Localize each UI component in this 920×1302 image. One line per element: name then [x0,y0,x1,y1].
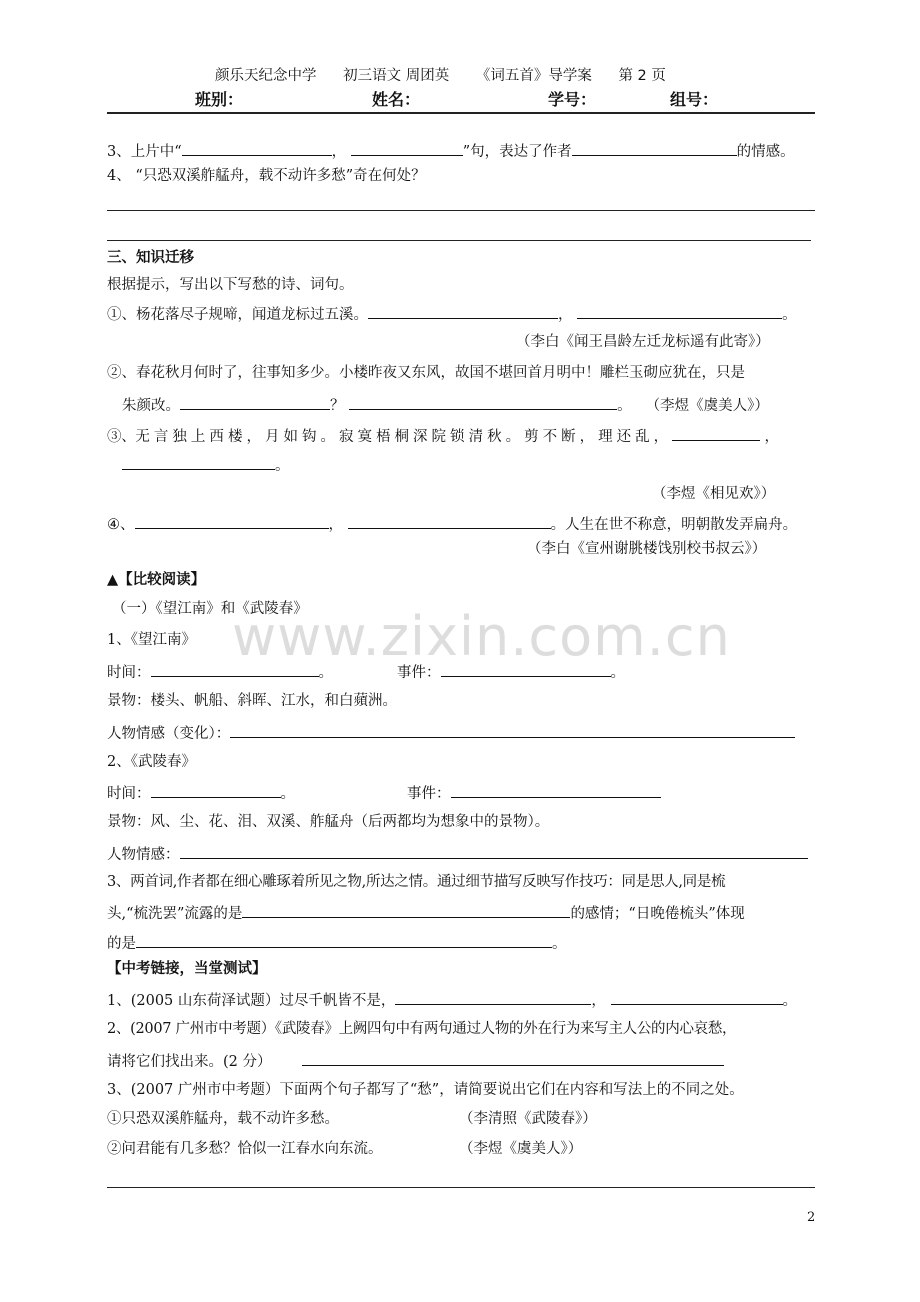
sep: ？ [330,398,345,414]
q-text: 头,“梳洗罢”流露的是 [107,906,243,922]
poem-2-time-event [107,783,451,803]
end: 。 [610,665,625,681]
answer-blank [451,783,661,798]
q3-text3: 的情感。 [736,144,795,160]
section-heading-transfer: 三、知识迁移 [107,250,194,266]
sentence-source: （李煜《虞美人》） [459,1141,583,1157]
sep: ， [764,429,779,445]
poem-2-title: 2、《武陵春》 [107,754,196,770]
time-label: 时间： [107,665,151,681]
item-text: 朱颜改。 [122,398,180,414]
page-label: 第 2 页 [618,68,666,84]
answer-blank [302,1051,724,1066]
answer-blank [672,426,760,441]
source-3: （李煜《相见欢》） [652,486,776,502]
q-text: 请将它们找出来。(2 分） [107,1054,272,1070]
compare-subheading: （一）《望江南》和《武陵春》 [112,601,308,617]
compare-question-3-line2 [107,903,745,923]
exam-sentence-2 [107,1140,583,1158]
end: 。 [318,665,333,681]
emotion-label: 人物情感： [107,847,180,863]
class-label: 班别： [195,90,244,109]
answer-blank [242,903,570,918]
end: 。 [280,786,295,802]
page-number: 2 [807,1210,816,1225]
q-text: 的是 [107,936,136,952]
end: 。 [552,936,567,952]
answer-blank [151,783,281,798]
answer-blank [611,990,783,1005]
answer-blank [395,990,591,1005]
emotion-label: 人物情感（变化）： [107,726,231,742]
section-heading-exam: 【中考链接，当堂测试】 [107,961,267,977]
number-label: 学号： [548,90,597,109]
event-label: 事件： [397,665,441,681]
q3-text: 3、上片中“ [107,144,182,160]
answer-blank [348,514,551,529]
answer-blank [368,304,558,319]
compare-question-3-line3 [107,933,567,953]
answer-blank [135,514,329,529]
q-text: 的感情；“日晚倦梳头”体现 [570,906,745,922]
section-heading-compare: ▲【比较阅读】 [107,572,206,588]
q3-comma: ， [331,144,347,160]
question-4: 4、 “只恐双溪舴艋舟，载不动许多愁”奇在何处？ [107,168,426,184]
answer-blank [182,141,332,156]
poem-2-scenery: 景物：风、尘、花、泪、双溪、舴艋舟（后两都均为想象中的景物）。 [107,814,550,830]
end: 。 [275,458,290,474]
answer-line [107,1187,815,1188]
item-text: ③、无 言 独 上 西 楼 ， 月 如 钩 。 寂 寞 梧 桐 深 院 锁 清 秋 。 剪 不 断 ， 理 还 乱 ， [107,429,668,445]
q3-text2: ”句，表达了作者 [462,144,572,160]
source-1: （李白《闻王昌龄左迁龙标遥有此寄》） [516,334,770,350]
sentence: ①只恐双溪舴艋舟，载不动许多愁。 [107,1111,339,1127]
answer-blank [180,844,808,859]
school-name: 颜乐天纪念中学 [215,68,317,84]
answer-line [107,240,811,241]
sep: ， [328,517,343,533]
end: 。 [782,307,797,323]
page-header-line [215,67,666,85]
time-label: 时间： [107,786,151,802]
item-text: 。人生在世不称意，明朝散发弄扁舟。 [550,517,798,533]
exam-question-3: 3、(2007 广州市中考题）下面两个句子都写了“愁”，请简要说出它们在内容和写法上的不同之处。 [107,1082,744,1098]
transfer-item-4 [107,514,797,534]
exam-question-2-line2 [107,1051,724,1071]
answer-blank [230,723,795,738]
sep: ， [591,993,606,1009]
sentence: ②问君能有几多愁？恰似一江春水向东流。 [107,1141,383,1157]
answer-line [107,210,815,211]
student-info-line [195,90,719,109]
sep: ， [558,307,573,323]
sentence-source: （李清照《武陵春》） [459,1111,597,1127]
transfer-item-2: ②、春花秋月何时了，往事知多少。小楼昨夜又东风，故国不堪回首月明中！雕栏玉砌应犹在，只是 [107,365,745,381]
event-label: 事件： [407,786,451,802]
compare-question-3: 3、两首词,作者都在细心雕琢着所见之物,所达之情。通过细节描写反映写作技巧：同是思人,同是梳 [107,874,726,890]
answer-blank [136,933,552,948]
transfer-item-3-cont [122,455,290,475]
exam-question-1 [107,990,797,1010]
watermark: www.zixin.com.cn [232,605,731,668]
answer-blank [122,455,275,470]
source-4: （李白《宣州谢朓楼饯别校书叔云》） [527,541,767,557]
poem-1-emotion [107,723,795,743]
name-label: 姓名： [372,90,421,109]
source-2: （李煜《虞美人》） [645,398,769,414]
q-text: 1、(2005 山东荷泽试题）过尽千帆皆不是， [107,993,396,1009]
answer-blank [577,304,782,319]
answer-blank [572,141,737,156]
transfer-item-3 [107,426,779,446]
end: 。 [782,993,798,1009]
header-rule [107,112,815,114]
item-text: ①、杨花落尽子规啼，闻道龙标过五溪。 [107,307,368,323]
transfer-item-2-cont [122,395,769,415]
answer-blank [180,395,330,410]
group-label: 组号： [670,90,719,109]
transfer-intro: 根据提示，写出以下写愁的诗、词句。 [107,277,354,293]
poem-1-title: 1、《望江南》 [107,632,196,648]
answer-blank [351,141,463,156]
question-3 [107,141,795,161]
poem-1-scenery: 景物：楼头、帆船、斜晖、江水，和白蘋洲。 [107,693,397,709]
transfer-item-1 [107,304,797,324]
end: 。 [617,398,632,414]
exam-question-2: 2、(2007 广州市中考题）《武陵春》上阙四句中有两句通过人物的外在行为来写主人公的内心哀愁， [107,1021,737,1037]
exam-sentence-1 [107,1110,597,1128]
answer-blank [349,395,617,410]
doc-title: 《词五首》导学案 [475,68,592,84]
poem-2-emotion [107,844,808,864]
item-text: ④、 [107,517,135,533]
course-info: 初三语文 周团英 [343,68,450,84]
